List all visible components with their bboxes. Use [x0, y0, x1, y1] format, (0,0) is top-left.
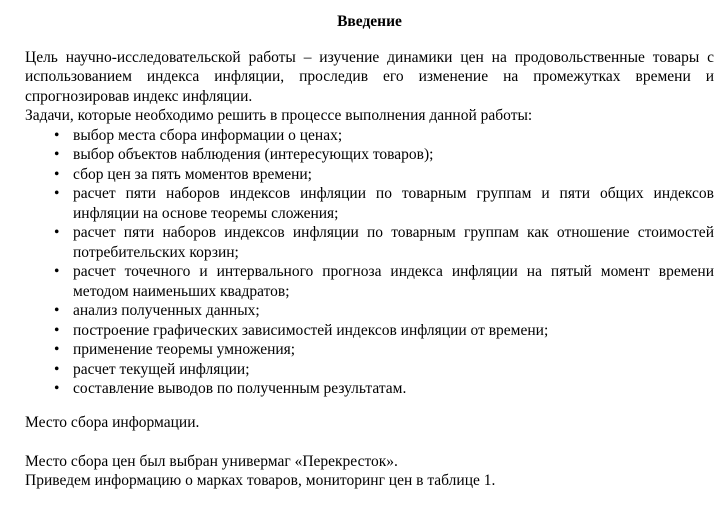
bullet-icon: • [54, 146, 60, 163]
bullet-icon: • [54, 302, 60, 319]
task-item [25, 145, 714, 165]
task-item-text: расчет пяти наборов индексов инфляции по товарным группам и пяти общих индексов инфляции на основе теоремы сложения; [73, 185, 714, 222]
task-item-text: выбор места сбора информации о ценах; [73, 126, 343, 144]
task-item [25, 360, 714, 380]
task-item [25, 321, 714, 341]
tasks-list [25, 126, 714, 399]
task-item [25, 165, 714, 185]
bullet-icon: • [54, 224, 60, 241]
bullet-icon: • [54, 185, 60, 202]
bullet-icon: • [54, 360, 60, 378]
bullet-icon: • [54, 380, 60, 397]
bullet-icon: • [54, 321, 60, 339]
task-item-text: применение теоремы умножения; [73, 341, 296, 358]
paragraph-location-store: Место сбора цен был выбран универмаг «Перекресток». [25, 452, 398, 470]
paragraph-tasks-intro: Задачи, которые необходимо решить в процессе выполнения данной работы: [25, 107, 533, 124]
task-item [25, 301, 714, 321]
paragraph-location-table-ref: Приведем информацию о марках товаров, мониторинг цен в таблице 1. [25, 472, 496, 489]
task-item [25, 262, 714, 301]
task-item [25, 340, 714, 360]
paragraph-goal: Цель научно-исследовательской работы – изучение динамики цен на продовольственные товары с использованием индекса инфляции, проследив его изменение на промежутках времени и спрогнозировав индекс инфляции. [25, 48, 714, 105]
task-item-text: составление выводов по полученным результатам. [73, 380, 407, 397]
bullet-icon: • [54, 165, 60, 183]
task-item-text: расчет текущей инфляции; [73, 360, 250, 378]
task-item-text: сбор цен за пять моментов времени; [73, 165, 312, 183]
task-item-text: построение графических зависимостей индексов инфляции от времени; [73, 321, 549, 339]
task-item-text: расчет точечного и интервального прогноза индекса инфляции на пятый момент времени методом наименьших квадратов; [73, 263, 714, 300]
task-item-text: анализ полученных данных; [73, 302, 260, 319]
task-item [25, 223, 714, 262]
page-title: Введение [337, 13, 402, 30]
bullet-icon: • [54, 126, 60, 144]
task-item-text: расчет пяти наборов индексов инфляции по товарным группам как отношение стоимостей потребительских корзин; [73, 224, 714, 261]
task-item [25, 379, 714, 399]
section-heading-location: Место сбора информации. [25, 413, 200, 431]
task-item [25, 126, 714, 146]
bullet-icon: • [54, 263, 60, 280]
bullet-icon: • [54, 341, 60, 358]
task-item [25, 184, 714, 223]
task-item-text: выбор объектов наблюдения (интересующих товаров); [73, 146, 434, 163]
